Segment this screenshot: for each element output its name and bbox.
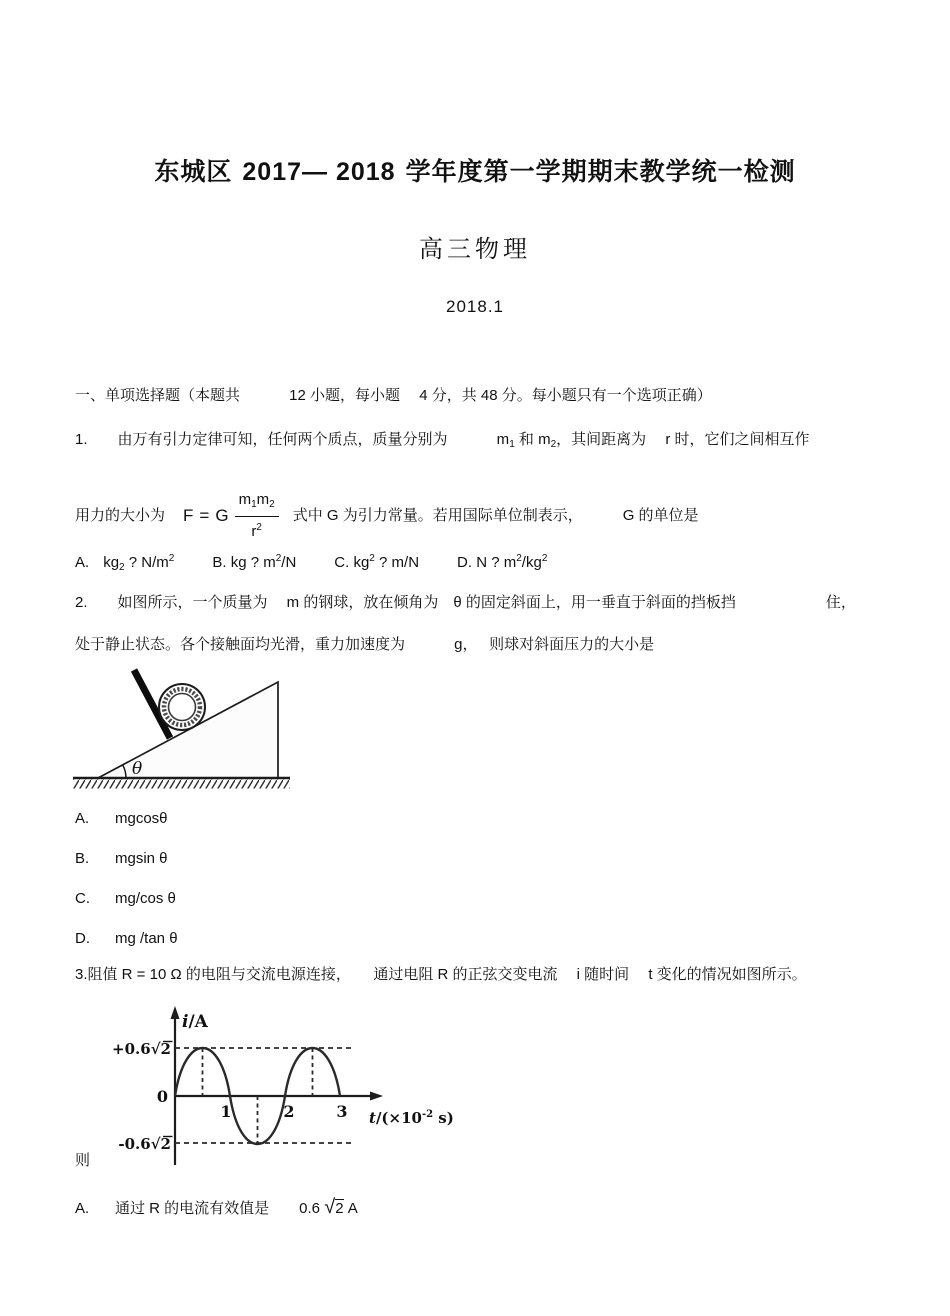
q1-m1-subscript: 1	[509, 439, 515, 450]
q2-stem-line2: 处于静止状态。各个接触面均光滑，重力加速度为 g， 则球对斜面压力的大小是	[75, 636, 655, 653]
sqrt-radical-sign: √	[324, 1196, 336, 1218]
q3-option-A: A. 通过 R 的电流有效值是 0.6 √2 A	[75, 1196, 358, 1218]
title-years: 2017— 2018	[242, 158, 396, 186]
q1-stem-line1	[75, 430, 810, 455]
x-axis-label: $t/(\times 10^{-2}$ s)	[369, 1109, 454, 1127]
angle-theta-label: θ	[132, 759, 143, 779]
q1-option-C: C. $kg^2$ ? m/N	[334, 553, 420, 571]
exam-date: 2018.1	[446, 297, 504, 316]
x-tick-2: 2	[283, 1102, 295, 1121]
steel-ball-inner	[169, 694, 196, 721]
x-tick-3: 3	[336, 1102, 348, 1121]
q1-formula-tail2: G 的单位是	[622, 507, 699, 524]
sqrt-radicand: 2	[335, 1200, 344, 1217]
section-heading: 一、单项选择题（本题共 12 小题，每小题 4 分，共 48 分。每小题只有一个选项正确）	[75, 387, 712, 404]
y-tick-plus-amplitude: +0.6√2	[112, 1040, 171, 1058]
x-tick-1: 1	[220, 1102, 232, 1121]
q1-formula-line	[75, 486, 699, 546]
q1-stem-text-a: 1. 由万有引力定律可知，任何两个质点，质量分别为 m	[75, 431, 510, 448]
q3-current-graph	[85, 1003, 480, 1171]
ground-hatching	[73, 780, 290, 789]
q1-option-D: D. N ? $m^2/kg^2$	[457, 553, 548, 571]
x-axis-arrow	[370, 1092, 383, 1101]
y-axis-label: i/A	[182, 1012, 208, 1032]
q1-m2-subscript: 2	[550, 439, 557, 450]
q3-stem: 3.阻值 R = 10 Ω 的电阻与交流电源连接， 通过电阻 R 的正弦交变电流 i 随时间 t 变化的情况如图所示。	[75, 966, 807, 983]
title-part2: 学年度第一学期期末教学统一检测	[405, 158, 796, 186]
q2-stem-line1: 2. 如图所示，一个质量为 m 的钢球，放在倾角为 θ 的固定斜面上，用一垂直于斜面的挡板挡 住，	[75, 594, 856, 611]
page-title	[0, 152, 950, 188]
formula-fraction	[235, 490, 279, 542]
q2-incline-figure	[73, 660, 298, 794]
title-part1: 东城区	[154, 158, 233, 186]
q1-option-B: B. kg ? $m^2/N$	[212, 553, 297, 571]
q1-stem-text-c: ，其间距离为 r 时，它们之间相互作	[556, 431, 810, 448]
fraction-denominator: $r^2$	[251, 522, 262, 540]
q2-option-C: C. mg/cos θ	[75, 890, 176, 907]
formula-equals: =	[199, 506, 210, 525]
q2-option-B: B. mgsin θ	[75, 850, 168, 867]
q2-option-D: D. mg /tan θ	[75, 930, 178, 947]
origin-label: 0	[156, 1087, 168, 1106]
formula-G: G	[215, 506, 229, 525]
q3-then-text: 则	[75, 1152, 91, 1169]
formula-F: F	[183, 506, 194, 525]
y-tick-minus-amplitude: -0.6√2	[118, 1135, 171, 1153]
fraction-numerator: $m_1m_2$	[235, 490, 279, 517]
q1-formula-tail1: 式中 G 为引力常量。若用国际单位制表示，	[292, 507, 583, 524]
gravity-formula	[183, 490, 279, 542]
q1-options-row	[75, 549, 585, 578]
q1-formula-lead: 用力的大小为	[75, 507, 166, 524]
page-subtitle: 高三物理	[419, 236, 531, 263]
q1-stem-text-b: 和 m	[514, 431, 551, 448]
q1-option-A: A. $kg_2$ ? $N/m^2$	[75, 553, 175, 573]
q2-option-A: A. mgcosθ	[75, 810, 168, 827]
y-axis-arrow	[171, 1006, 180, 1019]
